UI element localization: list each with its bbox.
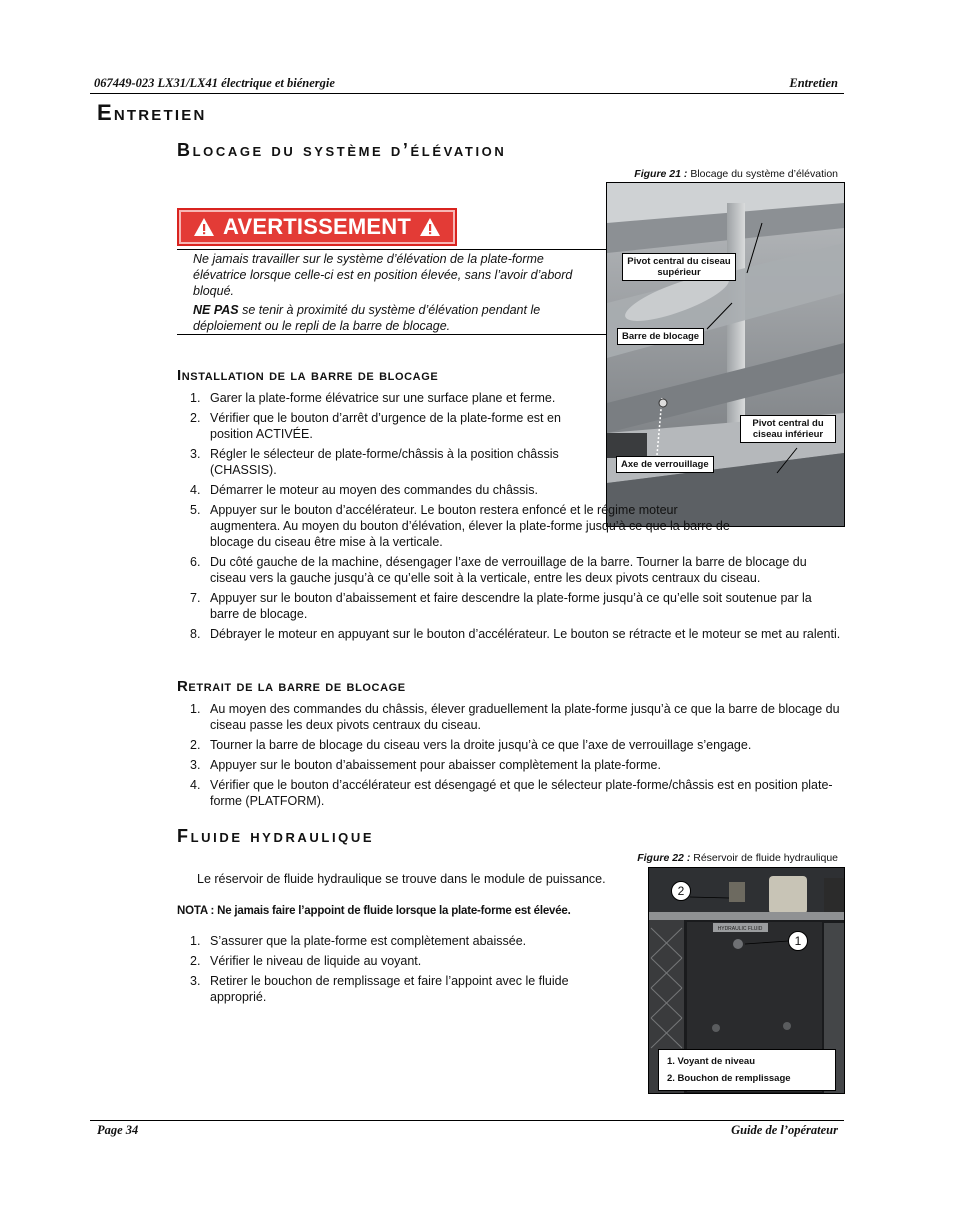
list-item: 4. Démarrer le moteur au moyen des commandes du châssis. bbox=[190, 483, 538, 497]
retrait-steps-list bbox=[190, 701, 844, 813]
warning-paragraph-2 bbox=[193, 302, 598, 334]
subsection-title-fluide: Fluide hydraulique bbox=[177, 826, 375, 846]
warning-banner bbox=[177, 208, 457, 246]
header-rule bbox=[90, 93, 844, 94]
nota-label: NOTA : bbox=[177, 905, 215, 917]
marker-2: 2 bbox=[671, 881, 691, 901]
callout-pivot-inferieur: Pivot central du ciseau inférieur bbox=[740, 415, 836, 443]
footer-guide: Guide de l’opérateur bbox=[731, 1123, 838, 1137]
figure-22-legend bbox=[658, 1049, 836, 1091]
fluide-intro: Le réservoir de fluide hydraulique se trouve dans le module de puissance. bbox=[197, 872, 606, 886]
warning-paragraph-1: Ne jamais travailler sur le système d’élévation de la plate-forme élévatrice lorsque celle-ci est en position élevée, sans l’avoir d’abord bloqué. bbox=[193, 252, 573, 298]
list-item: 2. Vérifier le niveau de liquide au voyant. bbox=[190, 954, 422, 968]
list-item: 4. Vérifier que le bouton d’accélérateur est désengagé et que le sélecteur plate-forme/châssis est en position plate-forme (PLATFORM). bbox=[190, 778, 833, 808]
install-steps-list bbox=[190, 390, 844, 646]
warning-top-rule bbox=[177, 249, 607, 250]
header-section: Entretien bbox=[789, 76, 838, 90]
figure-22-caption bbox=[637, 852, 838, 864]
callout-pivot-superieur: Pivot central du ciseau supérieur bbox=[622, 253, 736, 281]
list-item: 3. Régler le sélecteur de plate-forme/châssis à la position châssis (CHASSIS). bbox=[190, 447, 559, 477]
list-item: 3. Retirer le bouchon de remplissage et faire l’appoint avec le fluide approprié. bbox=[190, 974, 569, 1004]
figure-21-caption-text: Blocage du système d’élévation bbox=[690, 168, 838, 180]
warning-title: AVERTISSEMENT bbox=[223, 214, 411, 239]
nota-text: Ne jamais faire l’appoint de fluide lorsque la plate-forme est élevée. bbox=[217, 905, 571, 917]
list-item: 7. Appuyer sur le bouton d’abaissement et faire descendre la plate-forme jusqu’à ce qu’elle soit soutenue par la barre de blocage. bbox=[190, 591, 812, 621]
install-heading: Installation de la barre de blocage bbox=[177, 367, 439, 384]
subsection-title-blocage: Blocage du système d’élévation bbox=[177, 140, 507, 160]
warning-ne-pas: NE PAS bbox=[193, 303, 239, 317]
callout-axe-verrouillage: Axe de verrouillage bbox=[616, 456, 714, 473]
figure-21-caption bbox=[634, 168, 838, 180]
footer-rule bbox=[90, 1120, 844, 1121]
list-item: 3. Appuyer sur le bouton d’abaissement pour abaisser complètement la plate-forme. bbox=[190, 758, 661, 772]
list-item: 8. Débrayer le moteur en appuyant sur le bouton d’accélérateur. Le bouton se rétracte et le moteur se met au ralenti. bbox=[190, 627, 841, 641]
figure-21-label: Figure 21 : bbox=[634, 168, 688, 180]
tank-label: HYDRAULIC FLUID bbox=[717, 926, 763, 932]
list-item: 2. Vérifier que le bouton d’arrêt d’urgence de la plate-forme est en position ACTIVÉE. bbox=[190, 411, 561, 441]
callout-barre-blocage: Barre de blocage bbox=[617, 328, 704, 345]
fluide-steps-list bbox=[190, 933, 610, 1009]
warning-bottom-rule bbox=[177, 334, 607, 335]
list-item: 1. Au moyen des commandes du châssis, élever graduellement la plate-forme jusqu’à ce que la barre de blocage du ciseau passe les deux pivots centraux du ciseau. bbox=[190, 702, 840, 732]
section-title: Entretien bbox=[97, 100, 207, 125]
figure-22-label: Figure 22 : bbox=[637, 852, 691, 864]
warning-paragraph-2-text: se tenir à proximité du système d’élévation pendant le déploiement ou le repli de la barre de blocage. bbox=[193, 303, 541, 333]
warning-triangle-icon bbox=[193, 217, 215, 237]
footer-page: Page 34 bbox=[97, 1123, 139, 1137]
list-item: 1. Garer la plate-forme élévatrice sur une surface plane et ferme. bbox=[190, 391, 556, 405]
figure-22-photo bbox=[648, 867, 845, 1094]
marker-1: 1 bbox=[788, 931, 808, 951]
list-item: 1. S’assurer que la plate-forme est complètement abaissée. bbox=[190, 934, 527, 948]
warning-triangle-icon bbox=[419, 217, 441, 237]
figure-22-caption-text: Réservoir de fluide hydraulique bbox=[693, 852, 838, 864]
legend-item-bouchon: 2. Bouchon de remplissage bbox=[667, 1073, 791, 1084]
retrait-heading: Retrait de la barre de blocage bbox=[177, 678, 406, 695]
list-item: 2. Tourner la barre de blocage du ciseau vers la droite jusqu’à ce que l’axe de verrouillage s’engage. bbox=[190, 738, 752, 752]
legend-item-voyant: 1. Voyant de niveau bbox=[667, 1056, 755, 1067]
header-doc-id: 067449-023 LX31/LX41 électrique et biénergie bbox=[94, 76, 335, 90]
list-item: 5. Appuyer sur le bouton d’accélérateur. Le bouton restera enfoncé et le régime moteur augmentera. Au moyen du bouton d’élévation, élever la plate-forme jusqu’à ce que la barre de blocage du ciseau être mise à la verticale. bbox=[190, 503, 730, 549]
nota bbox=[177, 905, 571, 917]
list-item: 6. Du côté gauche de la machine, désengager l’axe de verrouillage de la barre. Tourner la barre de blocage du ciseau vers la gauche jusqu’à ce qu’elle soit à la verticale, entre les deux pivots centraux du ciseau. bbox=[190, 555, 807, 585]
